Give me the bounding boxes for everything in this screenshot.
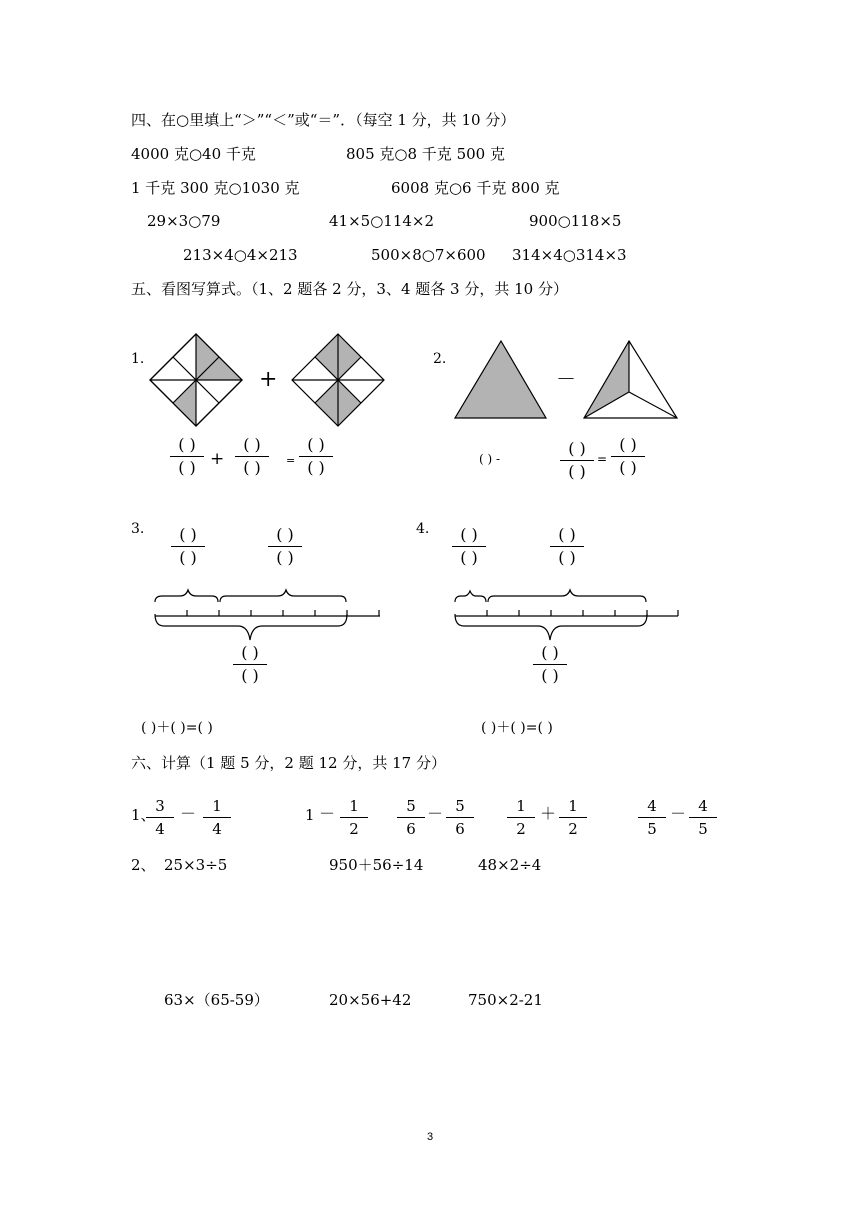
p1-item5-frac-b: 4 5 xyxy=(689,797,717,838)
p1-label: 1、 xyxy=(131,806,156,824)
q1-answer-fraction-3: ( ) ( ) xyxy=(299,436,333,477)
q1-answer-fraction-1: ( ) ( ) xyxy=(170,436,204,477)
compare-item: 6008 克○6 千克 800 克 xyxy=(391,179,560,197)
q4-expression: ( )＋( )=( ) xyxy=(481,720,553,736)
compare-item: 29×3○79 xyxy=(147,212,221,230)
q4-fraction-part-1: ( ) ( ) xyxy=(452,526,486,567)
q3-number-line xyxy=(150,588,386,650)
q1-plus-answer: + xyxy=(210,449,225,469)
p1-item1-op: － xyxy=(180,804,197,823)
q3-fraction-part-1: ( ) ( ) xyxy=(171,526,205,567)
p1-item4-op: ＋ xyxy=(540,804,557,823)
p1-item2-whole: 1 xyxy=(305,806,315,824)
q4-fraction-total: ( ) ( ) xyxy=(533,644,567,685)
compare-item: 213×4○4×213 xyxy=(183,246,298,264)
p1-item3-frac-a: 5 6 xyxy=(397,797,425,838)
p1-item5-frac-a: 4 5 xyxy=(638,797,666,838)
q4-number-line xyxy=(450,588,686,650)
p2-expression: 48×2÷4 xyxy=(478,856,542,874)
p1-item4-frac-a: 1 2 xyxy=(507,797,535,838)
q3-fraction-part-2: ( ) ( ) xyxy=(268,526,302,567)
q2-answer-fraction-1: ( ) ( ) xyxy=(560,440,594,481)
p2-expression: 20×56+42 xyxy=(329,991,412,1009)
q1-equals: = xyxy=(286,454,296,467)
q4-fraction-part-2: ( ) ( ) xyxy=(550,526,584,567)
q1-label: 1. xyxy=(131,351,145,367)
q3-expression: ( )＋( )=( ) xyxy=(141,720,213,736)
p1-item3-frac-b: 5 6 xyxy=(446,797,474,838)
q3-label: 3. xyxy=(131,521,145,537)
q3-fraction-total: ( ) ( ) xyxy=(233,644,267,685)
p1-item5-op: － xyxy=(670,804,687,823)
page-number: 3 xyxy=(426,1131,434,1143)
section5-heading: 五、看图写算式。（1、2 题各 2 分，3、4 题各 3 分，共 10 分） xyxy=(131,280,568,298)
p2-expression: 63×（65-59） xyxy=(164,991,269,1009)
q2-answer-fraction-2: ( ) ( ) xyxy=(611,436,645,477)
p2-expression: 750×2-21 xyxy=(468,991,543,1009)
q2-expression: ( ) - xyxy=(479,452,501,466)
q4-label: 4. xyxy=(416,521,430,537)
compare-item: 500×8○7×600 xyxy=(371,246,486,264)
q2-label: 2. xyxy=(433,351,447,367)
q1-answer-fraction-2: ( ) ( ) xyxy=(235,436,269,477)
section4-heading: 四、在○里填上“＞”“＜”或“＝”．（每空 1 分，共 10 分） xyxy=(131,111,516,129)
section6-heading: 六、计算（1 题 5 分，2 题 12 分，共 17 分） xyxy=(131,754,446,772)
compare-item: 805 克○8 千克 500 克 xyxy=(346,145,505,163)
compare-item: 314×4○314×3 xyxy=(512,246,627,264)
q1-square-left xyxy=(148,332,244,428)
p1-item1-frac-a: 3 4 xyxy=(146,797,174,838)
compare-item: 41×5○114×2 xyxy=(329,212,435,230)
p1-item2-frac-b: 1 2 xyxy=(340,797,368,838)
q2-equals: = xyxy=(597,452,608,466)
q1-plus: + xyxy=(259,367,278,392)
q2-minus: － xyxy=(556,367,576,391)
compare-item: 900○118×5 xyxy=(529,212,622,230)
compare-item: 4000 克○40 千克 xyxy=(131,145,256,163)
p1-item2-op: － xyxy=(319,804,336,823)
p2-expression: 950＋56÷14 xyxy=(329,856,424,874)
p1-item1-frac-b: 1 4 xyxy=(203,797,231,838)
p1-item4-frac-b: 1 2 xyxy=(559,797,587,838)
p1-item3-op: － xyxy=(427,804,444,823)
q2-triangle-whole xyxy=(454,340,548,420)
p2-label: 2、 xyxy=(131,856,156,874)
p2-expression: 25×3÷5 xyxy=(164,856,228,874)
compare-item: 1 千克 300 克○1030 克 xyxy=(131,179,300,197)
q1-square-right xyxy=(290,332,386,428)
q2-triangle-parts xyxy=(583,340,679,420)
